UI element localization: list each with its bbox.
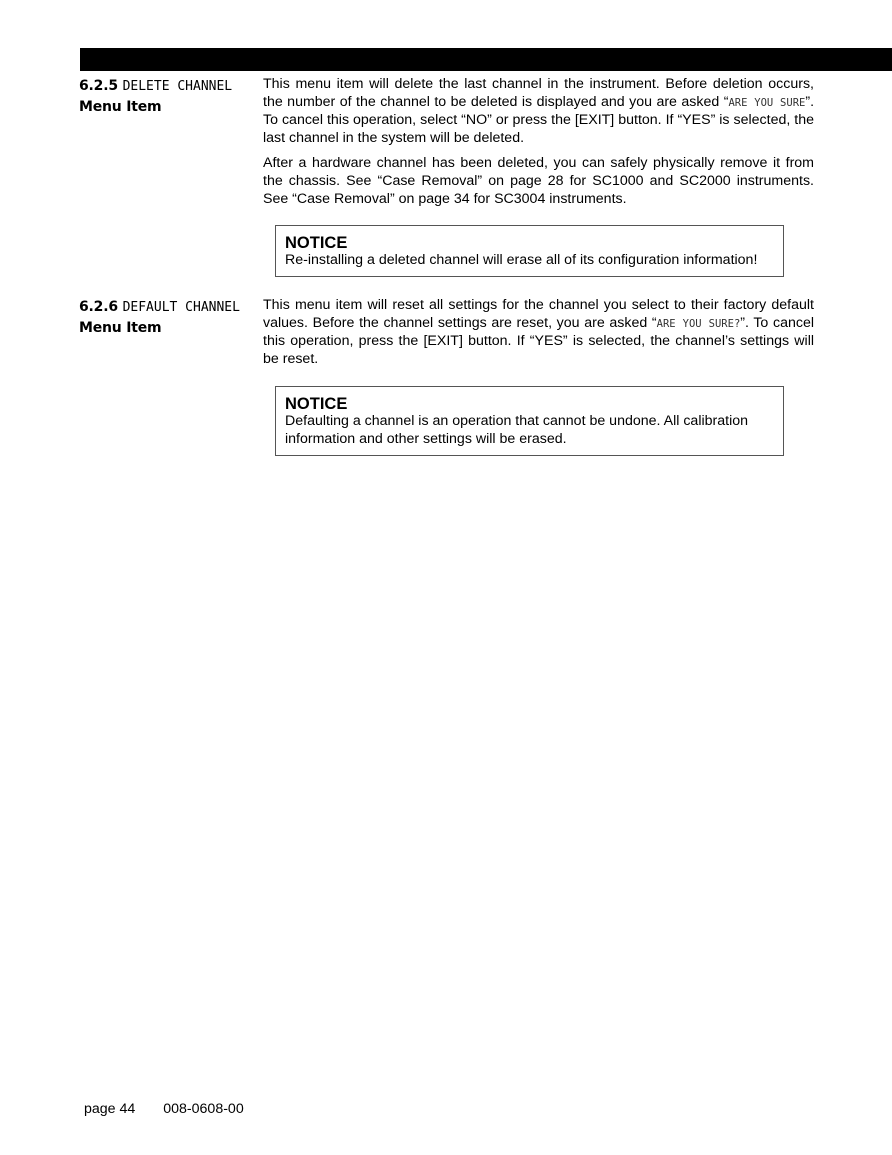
section-number: 6.2.6 (79, 299, 118, 315)
document-number: 008-0608-00 (163, 1101, 244, 1117)
lcd-prompt-text: ARE YOU SURE (728, 96, 806, 109)
section-title: DELETE CHANNEL (122, 79, 233, 94)
section-subtitle: Menu Item (79, 320, 162, 336)
section-body (263, 76, 814, 216)
section-title: DEFAULT CHANNEL (122, 300, 240, 315)
paragraph-text: ”. To cancel this operation, press the [EXIT] button. If “YES” is selected, the channel’s settings will be reset. (263, 314, 814, 367)
page-footer (84, 1100, 244, 1118)
page-number: page 44 (84, 1101, 136, 1117)
paragraph-text: This menu item will delete the last channel in the instrument. Before deletion occurs, the number of the channel to be deleted is displayed and you are asked “ (263, 76, 814, 110)
lcd-prompt-text: ARE YOU SURE? (656, 317, 741, 330)
section-body (263, 297, 814, 376)
paragraph: After a hardware channel has been deleted, you can safely physically remove it from the chassis. See “Case Removal” on page 28 for SC1000 and SC2000 instruments. See “Case Removal” on page 34 for SC3004 instruments. (263, 155, 814, 207)
notice-box (275, 386, 784, 456)
paragraph (263, 76, 814, 147)
paragraph-text: This menu item will reset all settings for the channel you select to their factory default values. Before the channel settings are reset, you are asked “ (263, 297, 814, 331)
section-subtitle: Menu Item (79, 99, 162, 115)
section-heading (79, 297, 259, 339)
section-number: 6.2.5 (79, 78, 118, 94)
paragraph (263, 297, 814, 368)
notice-title: NOTICE (285, 395, 348, 413)
header-bar (80, 48, 892, 71)
notice-title: NOTICE (285, 234, 348, 252)
notice-text: Re-installing a deleted channel will erase all of its configuration information! (285, 252, 758, 268)
section-heading (79, 76, 259, 118)
notice-text: Defaulting a channel is an operation that cannot be undone. All calibration information and other settings will be erased. (285, 413, 748, 447)
notice-box (275, 225, 784, 277)
paragraph-text: ”. To cancel this operation, select “NO” or press the [EXIT] button. If “YES” is selected, the last channel in the system will be deleted. (263, 93, 815, 146)
